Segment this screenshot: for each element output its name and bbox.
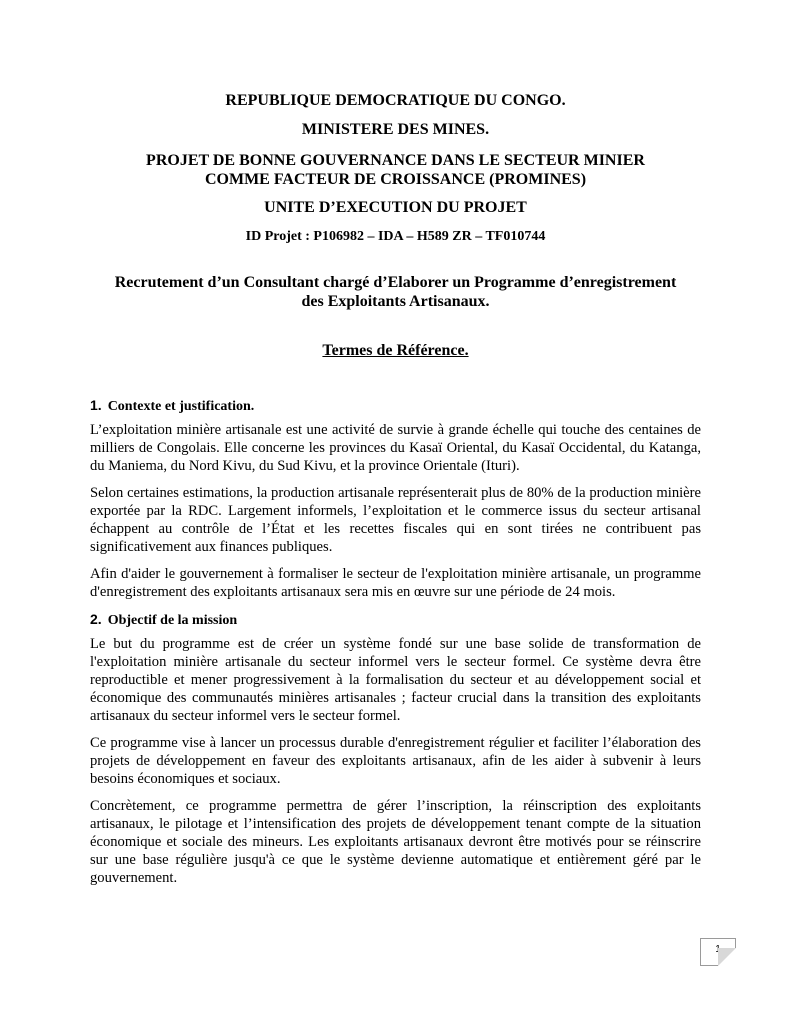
page-number: 1 <box>715 944 721 955</box>
section-title: Contexte et justification. <box>107 399 255 414</box>
paragraph: L’exploitation minière artisanale est une activité de survie à grande échelle qui touche des centaines de milliers de Congolais. Elle concerne les provinces du Kasaï Oriental, du Kasaï Occidental, du Katanga, du Maniema, du Nord Kivu, du Sud Kivu, et la province Orientale (Ituri). <box>90 422 701 474</box>
project-heading-line2: COMME FACTEUR DE CROISSANCE (PROMINES) <box>204 171 587 188</box>
page-fold-corner <box>718 948 736 966</box>
section-number: 2. <box>90 611 102 627</box>
document-page <box>90 88 701 887</box>
paragraph: Concrètement, ce programme permettra de gérer l’inscription, la réinscription des exploitants artisanaux, le pilotage et l’intensification des projets de développement tenant compte de la situation économique et sociale des mineurs. Les exploitants artisanaux devront être motivés pour se réinscrire sur une base régulière jusqu'à ce que le système devienne automatique et entièrement géré par le gouvernement. <box>90 798 701 886</box>
ministry-heading: MINISTERE DES MINES. <box>301 121 490 138</box>
terms-of-reference-title: Termes de Référence. <box>322 342 469 359</box>
paragraph: Afin d'aider le gouvernement à formaliser le secteur de l'exploitation minière artisanale, un programme d'enregistrement des exploitants artisanaux sera mis en œuvre sur une période de 24 mois. <box>90 566 701 600</box>
project-id: ID Projet : P106982 – IDA – H589 ZR – TF010744 <box>245 229 546 244</box>
paragraph: Ce programme vise à lancer un processus durable d'enregistrement régulier et faciliter l’élaboration des projets de développement en faveur des exploitants artisanaux, afin de les aider à subvenir à leurs besoins économiques et sociaux. <box>90 735 701 787</box>
unit-heading: UNITE D’EXECUTION DU PROJET <box>264 199 527 216</box>
project-heading-line1: PROJET DE BONNE GOUVERNANCE DANS LE SECTEUR MINIER <box>146 152 645 169</box>
paragraph: Selon certaines estimations, la production artisanale représenterait plus de 80% de la production minière exportée par la RDC. Largement informels, l’exploitation et le commerce issus du secteur artisanal échappent au contrôle de l’État et les recettes fiscales qui en sont tirées ne contribuent pas significativement aux finances publiques. <box>90 485 701 555</box>
section-heading-context <box>90 396 701 416</box>
recruitment-title-line2: des Exploitants Artisanaux. <box>301 293 490 310</box>
section-title: Objectif de la mission <box>107 613 238 628</box>
recruitment-title-line1: Recrutement d’un Consultant chargé d’Elaborer un Programme d’enregistrement <box>114 274 677 291</box>
section-number: 1. <box>90 397 102 413</box>
section-heading-objective <box>90 610 701 630</box>
country-heading: REPUBLIQUE DEMOCRATIQUE DU CONGO. <box>225 92 566 109</box>
paragraph: Le but du programme est de créer un système fondé sur une base solide de transformation de l'exploitation minière artisanale du secteur informel vers le secteur formel. Ce système devra être reproductible et mener progressivement à la formalisation du secteur et au développement social et économique des communautés minières artisanales ; facteur crucial dans la transition des exploitants artisanaux du secteur informel vers le secteur formel. <box>90 636 701 724</box>
page-number-badge <box>700 938 736 966</box>
